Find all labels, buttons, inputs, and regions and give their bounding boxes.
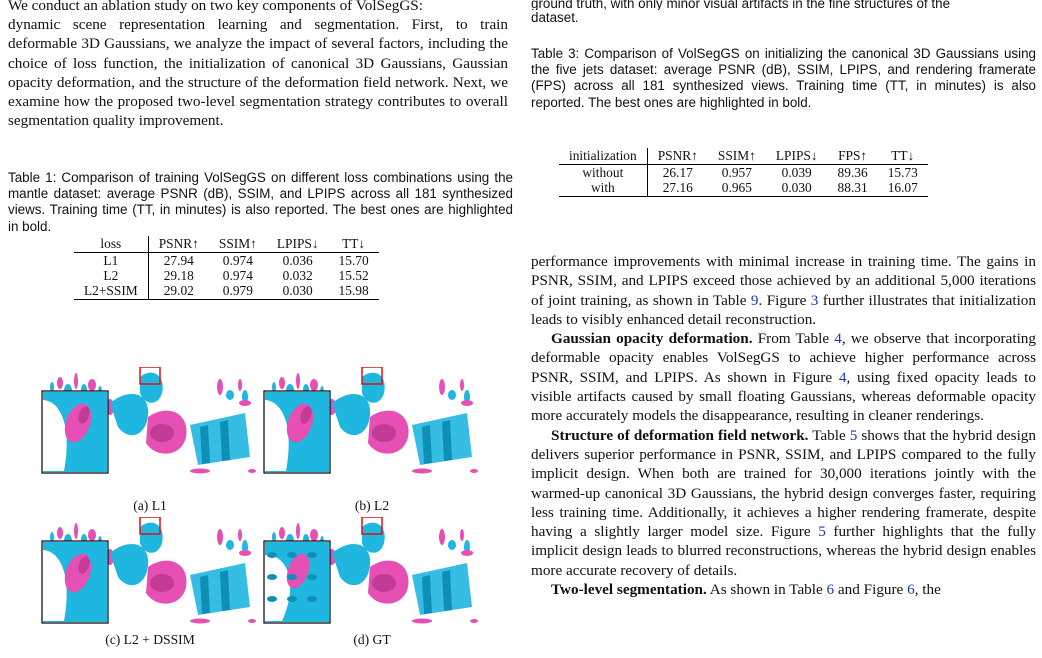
table1 bbox=[74, 236, 379, 300]
table-row bbox=[74, 253, 379, 269]
pink-streak bbox=[190, 469, 210, 474]
table-cell: L2+SSIM bbox=[74, 283, 148, 300]
table-row bbox=[559, 180, 928, 197]
pink-streak bbox=[412, 469, 432, 474]
rendered-particle bbox=[217, 529, 223, 545]
rendered-particle bbox=[460, 529, 464, 541]
table-cell: 15.73 bbox=[887, 165, 918, 180]
paragraph-initialization: performance improvements with minimal increase in training time. The gains in PSNR, SSIM, and LPIPS exceed those achieved by an additional 5,000 iterations of joint training, as shown in Table 9. Figure 3 further illustrates that initialization leads to visibly enhanced detail reconstruction. bbox=[531, 253, 1036, 328]
zoom-inset bbox=[40, 541, 108, 623]
pink-blob-shadow bbox=[372, 424, 396, 442]
table3-caption: Table 3: Comparison of VolSegGS on initializing the canonical 3D Gaussians using the five jets dataset: average PSNR (dB), SSIM, LPIPS, and rendering framerate (FPS) across all 181 synthesized views. Training time (TT, in minutes) is also reported. The best ones are highlighted in bold. bbox=[531, 46, 1036, 110]
table-row bbox=[74, 283, 379, 300]
cyan-sheet bbox=[412, 413, 472, 465]
figure-ref-link[interactable]: 5 bbox=[818, 523, 826, 541]
clipped-top-line-right: ground truth, with only minor visual artifacts in the fine structures of the bbox=[531, 0, 951, 10]
pink-streak bbox=[461, 400, 473, 406]
table-cell: without bbox=[559, 165, 647, 181]
paragraph-structure: Structure of deformation field network. Table 5 shows that the hybrid design delivers superior performance in PSNR, SSIM, and LPIPS compared to the fully implicit design. When both are trained for 30,000 iterations jointly with the warmed-up canonical 3D Gaussians, the hybrid design converges faster, requiring less training time. Additionally, it achieves a higher rendering framerate, despite having a slightly larger model size. Figure 5 further highlights that the fully implicit design leads to blurred reconstructions, whereas the hybrid design enables more accurate recovery of details. bbox=[531, 426, 1036, 579]
table1-caption: Table 1: Comparison of training VolSegGS on different loss combinations using the mantle dataset: average PSNR (dB), SSIM, and LPIPS across all 181 synthesized views. Training time (TT, in minutes) is also reported. The best ones are highlighted in bold. bbox=[8, 170, 513, 234]
figure-panel-a bbox=[40, 367, 260, 475]
table-cell: 27.16 bbox=[647, 180, 708, 197]
pink-streak bbox=[412, 619, 432, 624]
table-cell: 0.965 bbox=[708, 180, 766, 197]
figure-label-a: (a) L1 bbox=[133, 498, 167, 513]
table-header-cell: LPIPS↓ bbox=[766, 148, 828, 165]
rendered-particle bbox=[238, 529, 242, 541]
rendered-particle bbox=[88, 379, 96, 391]
table-cell: 0.979 bbox=[209, 283, 267, 300]
table1-header-row bbox=[74, 236, 379, 253]
rendered-particle bbox=[88, 529, 96, 541]
table-cell: 16.07 bbox=[878, 180, 928, 197]
table-header-cell: initialization bbox=[559, 148, 647, 165]
figure-label-b: (b) L2 bbox=[354, 498, 390, 513]
table-row bbox=[74, 268, 379, 283]
rendered-particle bbox=[279, 377, 285, 389]
table-cell: 88.31 bbox=[828, 180, 878, 197]
volume-rendering-image bbox=[40, 367, 260, 475]
figure-ref-link[interactable]: 4 bbox=[838, 368, 847, 386]
table-ref-link[interactable]: 5 bbox=[849, 426, 858, 444]
table-cell: 0.974 bbox=[222, 253, 253, 268]
volume-rendering-image bbox=[40, 517, 260, 625]
inset-texture bbox=[267, 552, 277, 558]
table-cell: 0.039 bbox=[781, 165, 812, 180]
table-cell: 0.974 bbox=[222, 268, 253, 283]
figure-loss-comparison bbox=[40, 367, 490, 652]
table-header-cell: TT↓ bbox=[329, 236, 379, 253]
rendered-particle bbox=[57, 377, 63, 389]
pink-streak bbox=[239, 550, 251, 556]
inset-texture bbox=[287, 596, 297, 602]
figure-ref-link[interactable]: 3 bbox=[810, 291, 819, 309]
table-cell: L2 bbox=[74, 268, 148, 283]
figure-label-c: (c) L2 + DSSIM bbox=[105, 632, 195, 647]
inset-texture bbox=[307, 552, 317, 558]
volume-rendering-image bbox=[262, 517, 482, 625]
rendered-particle bbox=[448, 390, 456, 400]
rendered-particle bbox=[279, 527, 285, 539]
inset-texture bbox=[307, 574, 317, 580]
pink-streak bbox=[248, 469, 256, 473]
rendered-particle bbox=[74, 523, 78, 539]
volume-rendering-image bbox=[262, 367, 482, 475]
pink-streak bbox=[239, 400, 251, 406]
table-cell: 29.02 bbox=[148, 283, 209, 300]
table3-header-row bbox=[559, 148, 928, 165]
table-cell: 0.032 bbox=[282, 268, 313, 283]
inset-texture bbox=[287, 574, 297, 580]
pink-streak bbox=[470, 619, 478, 623]
pink-blob-shadow bbox=[150, 424, 174, 442]
pink-streak bbox=[190, 619, 210, 624]
table-header-cell: TT↓ bbox=[878, 148, 928, 165]
figure-panel-c bbox=[40, 517, 260, 625]
rendered-particle bbox=[238, 379, 242, 391]
rendered-particle bbox=[448, 540, 456, 550]
pink-blob-shadow bbox=[372, 574, 396, 592]
cyan-sheet bbox=[190, 413, 250, 465]
table-header-cell: SSIM↑ bbox=[209, 236, 267, 253]
table-row bbox=[559, 165, 928, 181]
rendered-particle bbox=[310, 529, 318, 541]
inset-texture bbox=[307, 596, 317, 602]
zoom-inset bbox=[262, 391, 330, 473]
rendered-particle bbox=[74, 373, 78, 389]
rendered-particle bbox=[217, 379, 223, 395]
rendered-particle bbox=[439, 529, 445, 545]
table-cell: 26.17 bbox=[662, 165, 693, 180]
paragraph-opacity: Gaussian opacity deformation. From Table 4, we observe that incorporating deformable opacity enables VolSegGS to achieve higher performance across PSNR, SSIM, and LPIPS. As shown in Figure 4, using fixed opacity leads to visible artifacts caused by small floating Gaussians, whereas deformable opacity more accurately models the disappearance, resulting in cleaner renderings. bbox=[531, 330, 1036, 425]
right-top-text: dataset. bbox=[531, 10, 579, 25]
table-header-cell: FPS↑ bbox=[828, 148, 878, 165]
cyan-plume bbox=[332, 394, 370, 435]
figure-label-d: (d) GT bbox=[353, 632, 391, 647]
table-cell: 0.030 bbox=[267, 283, 329, 300]
clipped-top-line: We conduct an ablation study on two key components of VolSegGS: bbox=[8, 0, 423, 14]
inset-texture bbox=[267, 596, 277, 602]
table-ref-link[interactable]: 4 bbox=[834, 330, 842, 348]
rendered-particle bbox=[296, 373, 300, 389]
table3 bbox=[559, 148, 928, 197]
inset-texture bbox=[287, 552, 297, 558]
inset-texture bbox=[267, 574, 277, 580]
rendered-particle bbox=[439, 379, 445, 395]
cyan-plume bbox=[110, 394, 148, 435]
cyan-sheet bbox=[190, 563, 250, 615]
rendered-particle bbox=[226, 390, 234, 400]
figure-panel-d bbox=[262, 517, 482, 625]
table-ref-link[interactable]: 9 bbox=[750, 291, 759, 309]
right-top-fragment bbox=[531, 0, 1036, 26]
pink-blob-shadow bbox=[150, 574, 174, 592]
table-cell: 15.70 bbox=[338, 253, 369, 268]
cyan-plume bbox=[110, 544, 148, 585]
table-header-cell: loss bbox=[74, 236, 148, 253]
table-header-cell: LPIPS↓ bbox=[267, 236, 329, 253]
zoom-inset bbox=[262, 541, 330, 623]
table-header-cell: PSNR↑ bbox=[148, 236, 209, 253]
table-cell: 0.957 bbox=[721, 165, 752, 180]
paragraph-segmentation: Two-level segmentation. As shown in Table 6 and Figure 6, the bbox=[551, 581, 941, 599]
right-body bbox=[531, 252, 1036, 599]
pink-streak bbox=[461, 550, 473, 556]
table-cell: 0.036 bbox=[282, 253, 313, 268]
table-cell: 27.94 bbox=[163, 253, 194, 268]
table-cell: with bbox=[559, 180, 647, 197]
intro-paragraph bbox=[8, 0, 508, 131]
rendered-particle bbox=[460, 379, 464, 391]
table-header-cell: SSIM↑ bbox=[708, 148, 766, 165]
table-cell: 29.18 bbox=[163, 268, 194, 283]
rendered-particle bbox=[296, 523, 300, 539]
cyan-sheet bbox=[412, 563, 472, 615]
zoom-inset bbox=[40, 391, 108, 473]
cyan-plume bbox=[332, 544, 370, 585]
figure-ref-link[interactable]: 6 bbox=[907, 581, 915, 599]
table-cell: L1 bbox=[74, 253, 148, 269]
rendered-particle bbox=[310, 379, 318, 391]
table-ref-link[interactable]: 6 bbox=[826, 581, 835, 599]
figure-panel-b bbox=[262, 367, 482, 475]
rendered-particle bbox=[57, 527, 63, 539]
table-header-cell: PSNR↑ bbox=[647, 148, 708, 165]
pink-streak bbox=[470, 469, 478, 473]
table-cell: 15.98 bbox=[329, 283, 379, 300]
pink-streak bbox=[248, 619, 256, 623]
table-cell: 15.52 bbox=[338, 268, 369, 283]
table-cell: 89.36 bbox=[837, 165, 868, 180]
rendered-particle bbox=[226, 540, 234, 550]
table-cell: 0.030 bbox=[766, 180, 828, 197]
intro-text: dynamic scene representation learning and segmentation. First, to train deformable 3D Gaussians, we analyze the impact of several factors, including the choice of loss function, the initialization of canonical 3D Gaussians, Gaussian opacity deformation, and the structure of the deformation field network. Next, we examine how the proposed two-level segmentation strategy contributes to overall segmentation quality improvement. bbox=[8, 16, 508, 130]
